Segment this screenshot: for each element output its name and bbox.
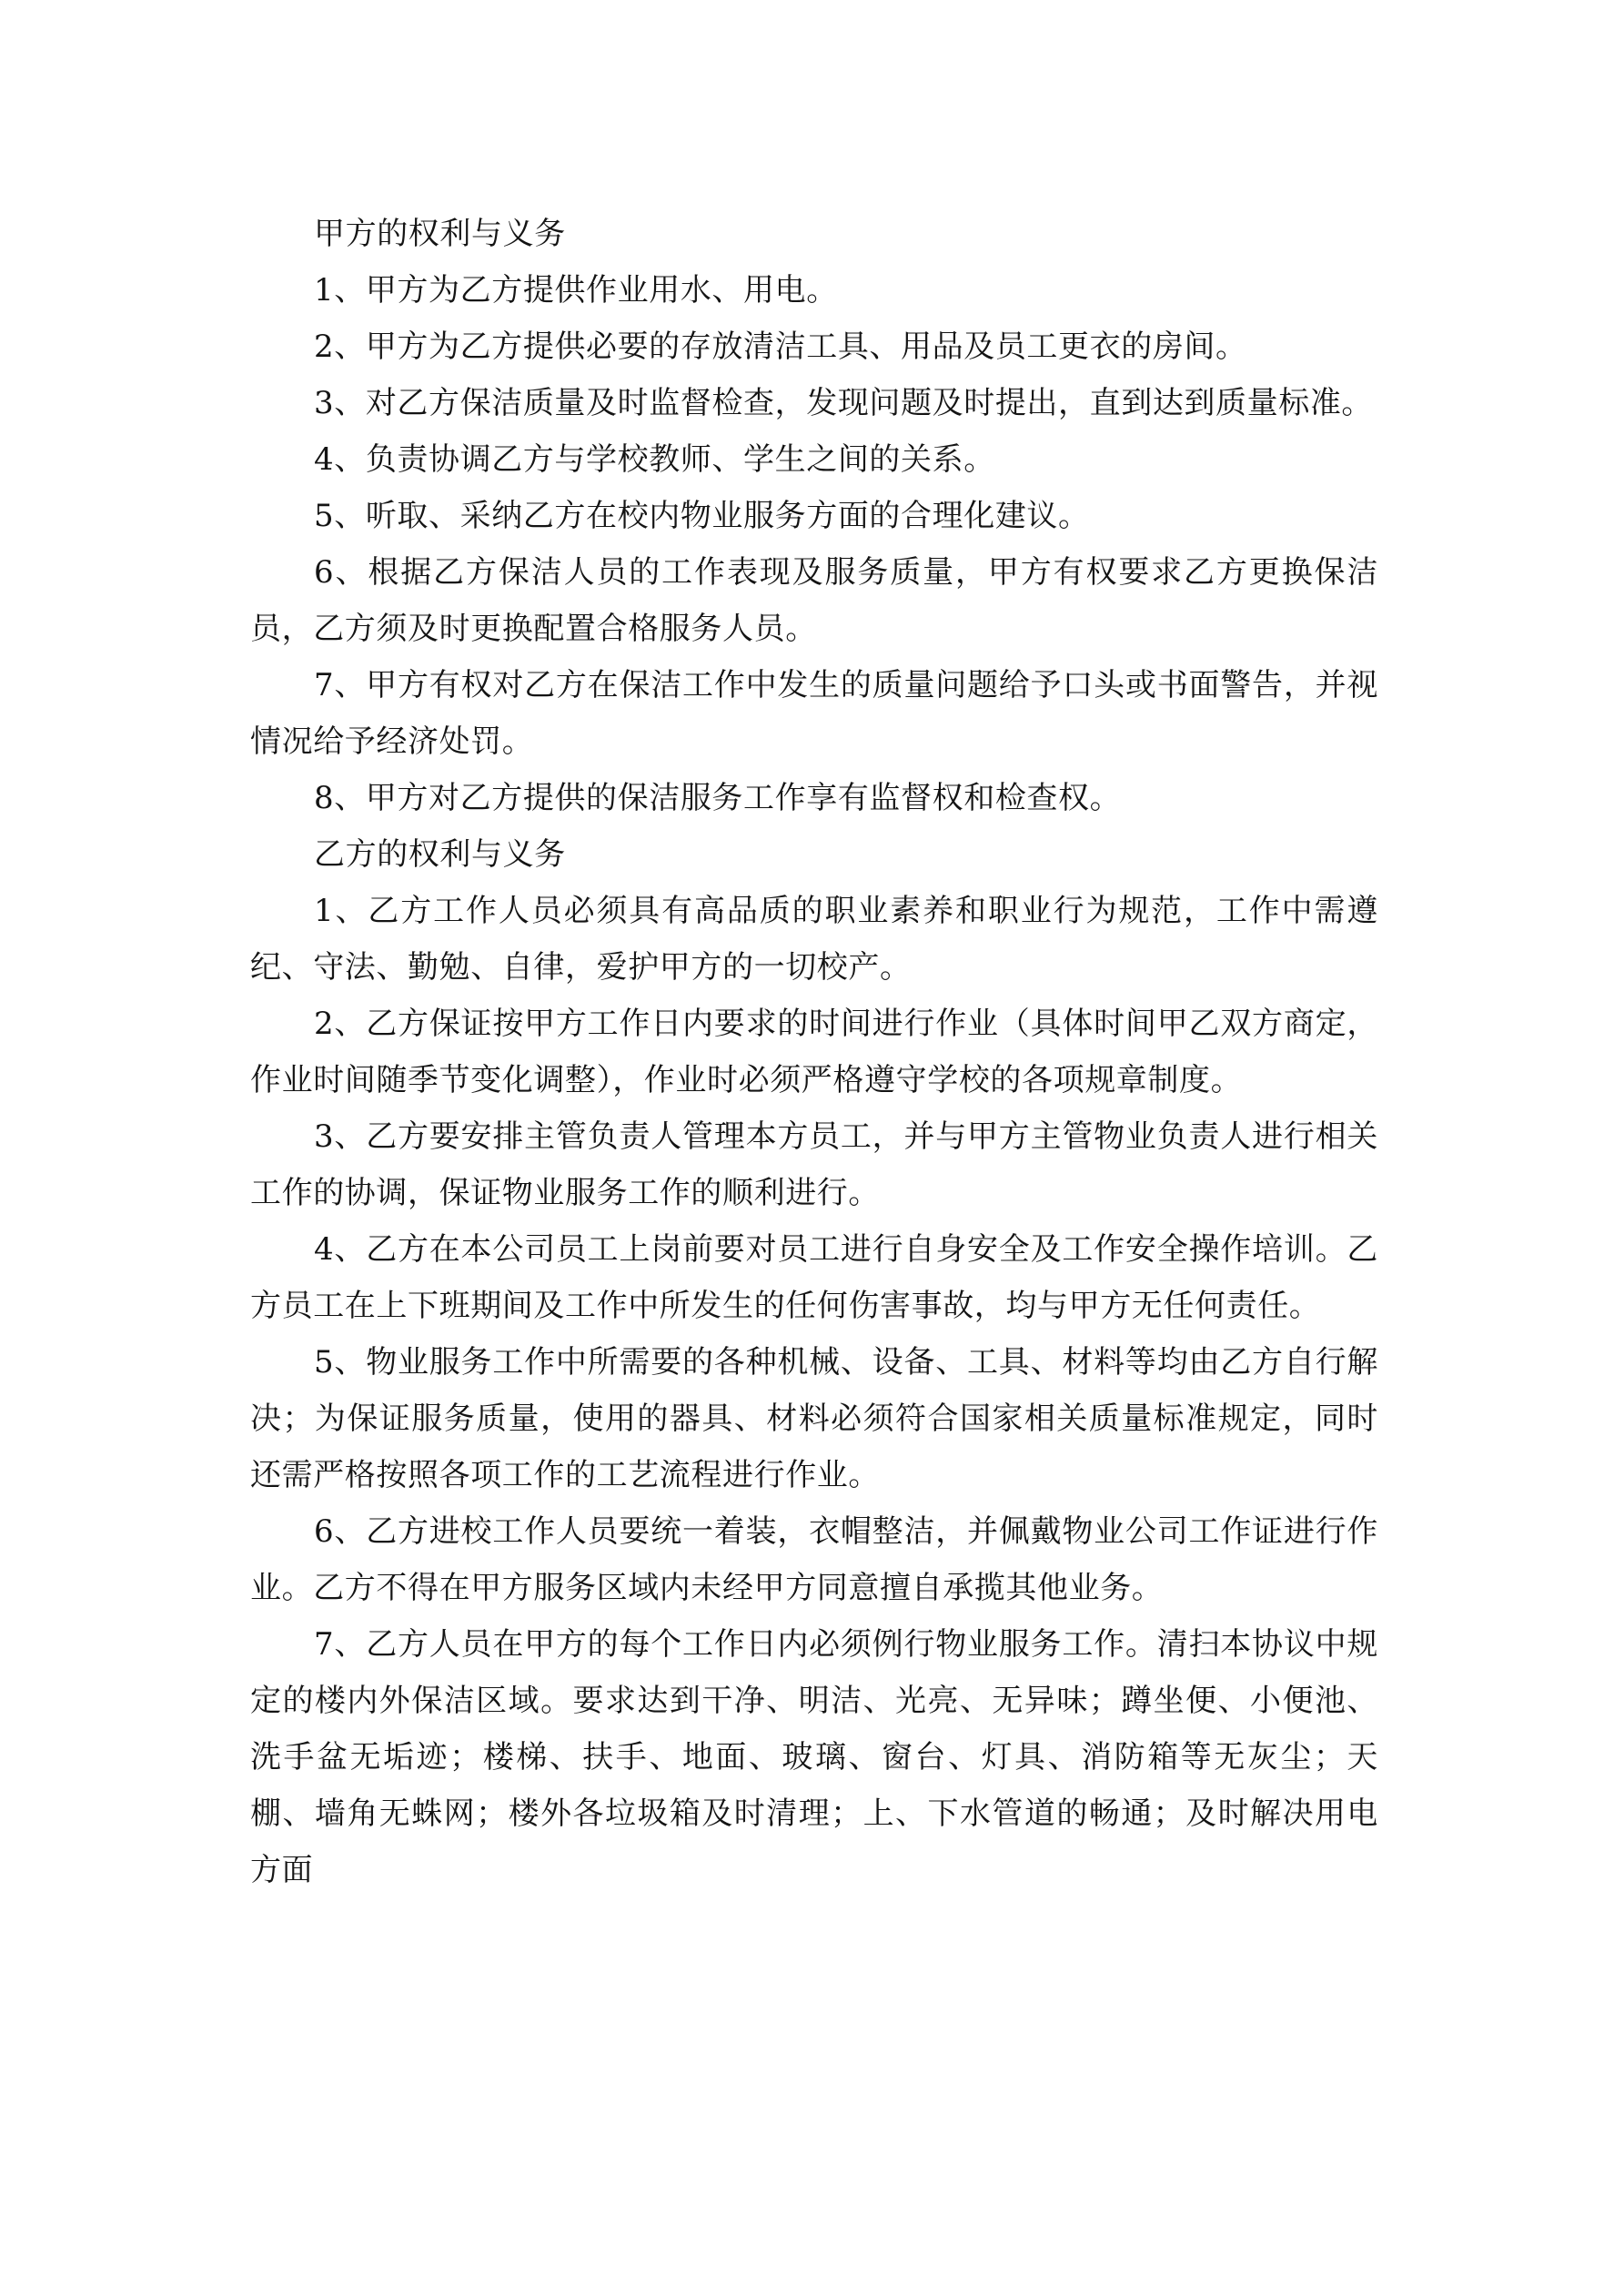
paragraph: 6、乙方进校工作人员要统一着装，衣帽整洁，并佩戴物业公司工作证进行作业。乙方不得在甲方服务区域内未经甲方同意擅自承揽其他业务。 — [250, 1513, 1378, 1606]
paragraph: 2、甲方为乙方提供必要的存放清洁工具、用品及员工更衣的房间。 — [314, 329, 1247, 365]
paragraph: 4、负责协调乙方与学校教师、学生之间的关系。 — [314, 441, 995, 478]
document-page — [250, 206, 1378, 1898]
paragraph: 3、对乙方保洁质量及时监督检查，发现问题及时提出，直到达到质量标准。 — [314, 385, 1374, 421]
paragraph: 2、乙方保证按甲方工作日内要求的时间进行作业（具体时间甲乙双方商定，作业时间随季节变化调整），作业时必须严格遵守学校的各项规章制度。 — [250, 1006, 1378, 1098]
paragraph: 5、物业服务工作中所需要的各种机械、设备、工具、材料等均由乙方自行解决；为保证服务质量，使用的器具、材料必须符合国家相关质量标准规定，同时还需严格按照各项工作的工艺流程进行作业。 — [250, 1344, 1378, 1493]
paragraph: 1、乙方工作人员必须具有高品质的职业素养和职业行为规范，工作中需遵纪、守法、勤勉、自律，爱护甲方的一切校产。 — [250, 893, 1378, 986]
paragraph: 7、甲方有权对乙方在保洁工作中发生的质量问题给予口头或书面警告，并视情况给予经济处罚。 — [250, 667, 1378, 760]
paragraph: 6、根据乙方保洁人员的工作表现及服务质量，甲方有权要求乙方更换保洁员，乙方须及时更换配置合格服务人员。 — [250, 554, 1378, 647]
paragraph: 3、乙方要安排主管负责人管理本方员工，并与甲方主管物业负责人进行相关工作的协调，保证物业服务工作的顺利进行。 — [250, 1118, 1378, 1211]
paragraph: 4、乙方在本公司员工上岗前要对员工进行自身安全及工作安全操作培训。乙方员工在上下班期间及工作中所发生的任何伤害事故，均与甲方无任何责任。 — [250, 1231, 1378, 1324]
paragraph: 7、乙方人员在甲方的每个工作日内必须例行物业服务工作。清扫本协议中规定的楼内外保洁区域。要求达到干净、明洁、光亮、无异味；蹲坐便、小便池、洗手盆无垢迹；楼梯、扶手、地面、玻璃、窗台、灯具、消防箱等无灰尘；天棚、墙角无蛛网；楼外各垃圾箱及时清理；上、下水管道的畅通；及时解决用电方面 — [250, 1626, 1378, 1888]
paragraph: 5、听取、采纳乙方在校内物业服务方面的合理化建议。 — [314, 498, 1090, 534]
paragraph: 8、甲方对乙方提供的保洁服务工作享有监督权和检查权。 — [314, 780, 1122, 816]
section-heading-party-a: 甲方的权利与义务 — [314, 216, 566, 252]
section-heading-party-b: 乙方的权利与义务 — [314, 836, 566, 873]
paragraph: 1、甲方为乙方提供作业用水、用电。 — [314, 272, 838, 308]
